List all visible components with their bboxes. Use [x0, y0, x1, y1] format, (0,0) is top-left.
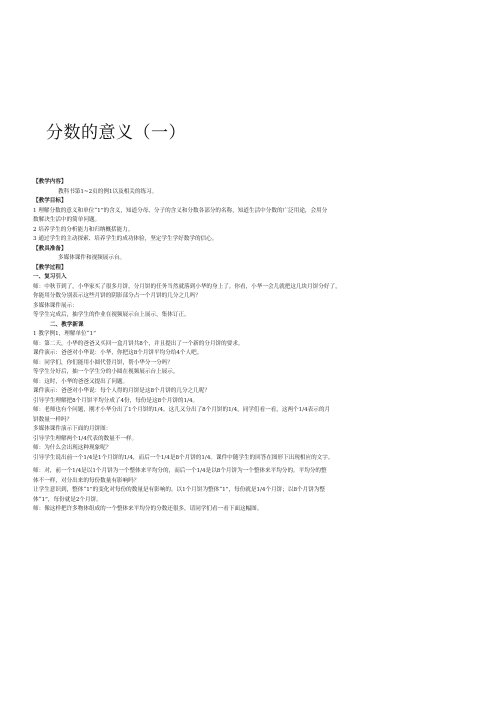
text-line: 课件演示：爸爸对小华说：每个人得的月饼是这8个月饼的几分之几呢？ [33, 388, 210, 394]
text-line: 师：中秋节到了，小华家买了很多月饼，分月饼的任务当然就落到小华的身上了。你看，小华一会儿就把这几块月饼分好了， [33, 283, 341, 290]
text-line: 体不一样，对分出来的每份数量有影响吗？ [33, 477, 140, 484]
text-line: 引导学生理解两个1/4代表的数量不一样。 [33, 435, 138, 442]
section-heading: 【教具准备】 [33, 245, 67, 252]
text-line: 1 教学例1，理解单位“1” [33, 331, 96, 337]
text-line: 师：这时，小华的爸爸又提出了问题。 [33, 378, 129, 385]
text-line: 引导学生理解把8个月饼平均分成了4份，每份是这8个月饼的1/4。 [33, 397, 199, 404]
text-line: 师：为什么会出现这种现象呢？ [33, 445, 112, 451]
text-line: 饼数量一样吗？ [33, 416, 73, 423]
text-line: 等学生完成后，抽学生的作业在视频展示台上展示，集体订正。 [33, 312, 190, 318]
text-line: 多媒体课件演示下面的月饼图： [33, 426, 112, 432]
text-line: 师：同学们，你们能用小圆代替月饼，帮小华分一分吗？ [33, 359, 173, 366]
document-title: 分数的意义（一） [46, 123, 186, 143]
document-body [33, 178, 463, 515]
text-line: 你能用分数分别表示这些月饼的阴影部分占一个月饼的几分之几吗？ [33, 293, 201, 299]
text-line: 等学生分好后，抽一个学生分的小圆在视频展示台上展示。 [33, 369, 179, 375]
text-line: 体“1”，每份就是2个月饼。 [33, 496, 102, 503]
section-heading: 【教学过程】 [33, 264, 67, 271]
text-line: 2 培养学生的分析能力和归纳概括能力。 [33, 226, 134, 233]
text-line: 师：第二天，小华的爸爸又买回一盒月饼共8个，并且提出了一个新的分月饼的要求。 [33, 340, 244, 347]
text-line: 多媒体课件展示： [33, 302, 78, 309]
text-line: 让学生意识到，整体“1”的变化对每份的数量是有影响的。以1个月饼为整体“1”，每份就是1/4个月饼；以8个月饼为整 [33, 487, 325, 493]
text-line: 教科书第1~2页的例1以及相关的练习。 [58, 188, 158, 195]
text-line: 1 理解分数的意义和单位“1”的含义，知道分母、分子的含义和分数各部分的名称，知道生活中分数的广泛用途，会用分 [33, 207, 328, 214]
text-line: 3 通过学生的主动探索、培养学生的成功体验，坚定学生学好数学的信心。 [33, 236, 218, 242]
section-heading: 【教学内容】 [33, 179, 67, 185]
text-line: 课件演示：爸爸对小华说：小华，你把这8个月饼平均分给4个人吧。 [33, 350, 203, 356]
section-heading: 二、教学新课 [50, 321, 84, 328]
text-line: 多媒体课件和视频展示台。 [58, 255, 126, 261]
text-line: 师：像这样把许多物体组成的一个整体来平均分的分数还很多，请同学们看一看下面这幅图。 [33, 506, 263, 512]
text-line: 师：老师也有个问题，刚才小华分出了1个月饼的1/4，这儿又分出了8个月饼的1/4，同学们看一看，这两个1/4表示的月 [33, 407, 331, 413]
section-heading: 【教学目标】 [33, 198, 67, 204]
text-line: 数解决生活中的简单问题。 [33, 217, 101, 223]
text-line: 师：对，前一个1/4是以1个月饼为一个整体来平均分的，而后一个1/4是以8个月饼为一个整体来平均分的。平均分的整 [33, 468, 327, 474]
section-heading: 一、复习引入 [33, 274, 67, 280]
text-line: 引导学生说出前一个1/4是1个月饼的1/4，而后一个1/4是8个月饼的1/4。课件中随学生的回答在图形下出现相应的文字。 [33, 454, 334, 461]
